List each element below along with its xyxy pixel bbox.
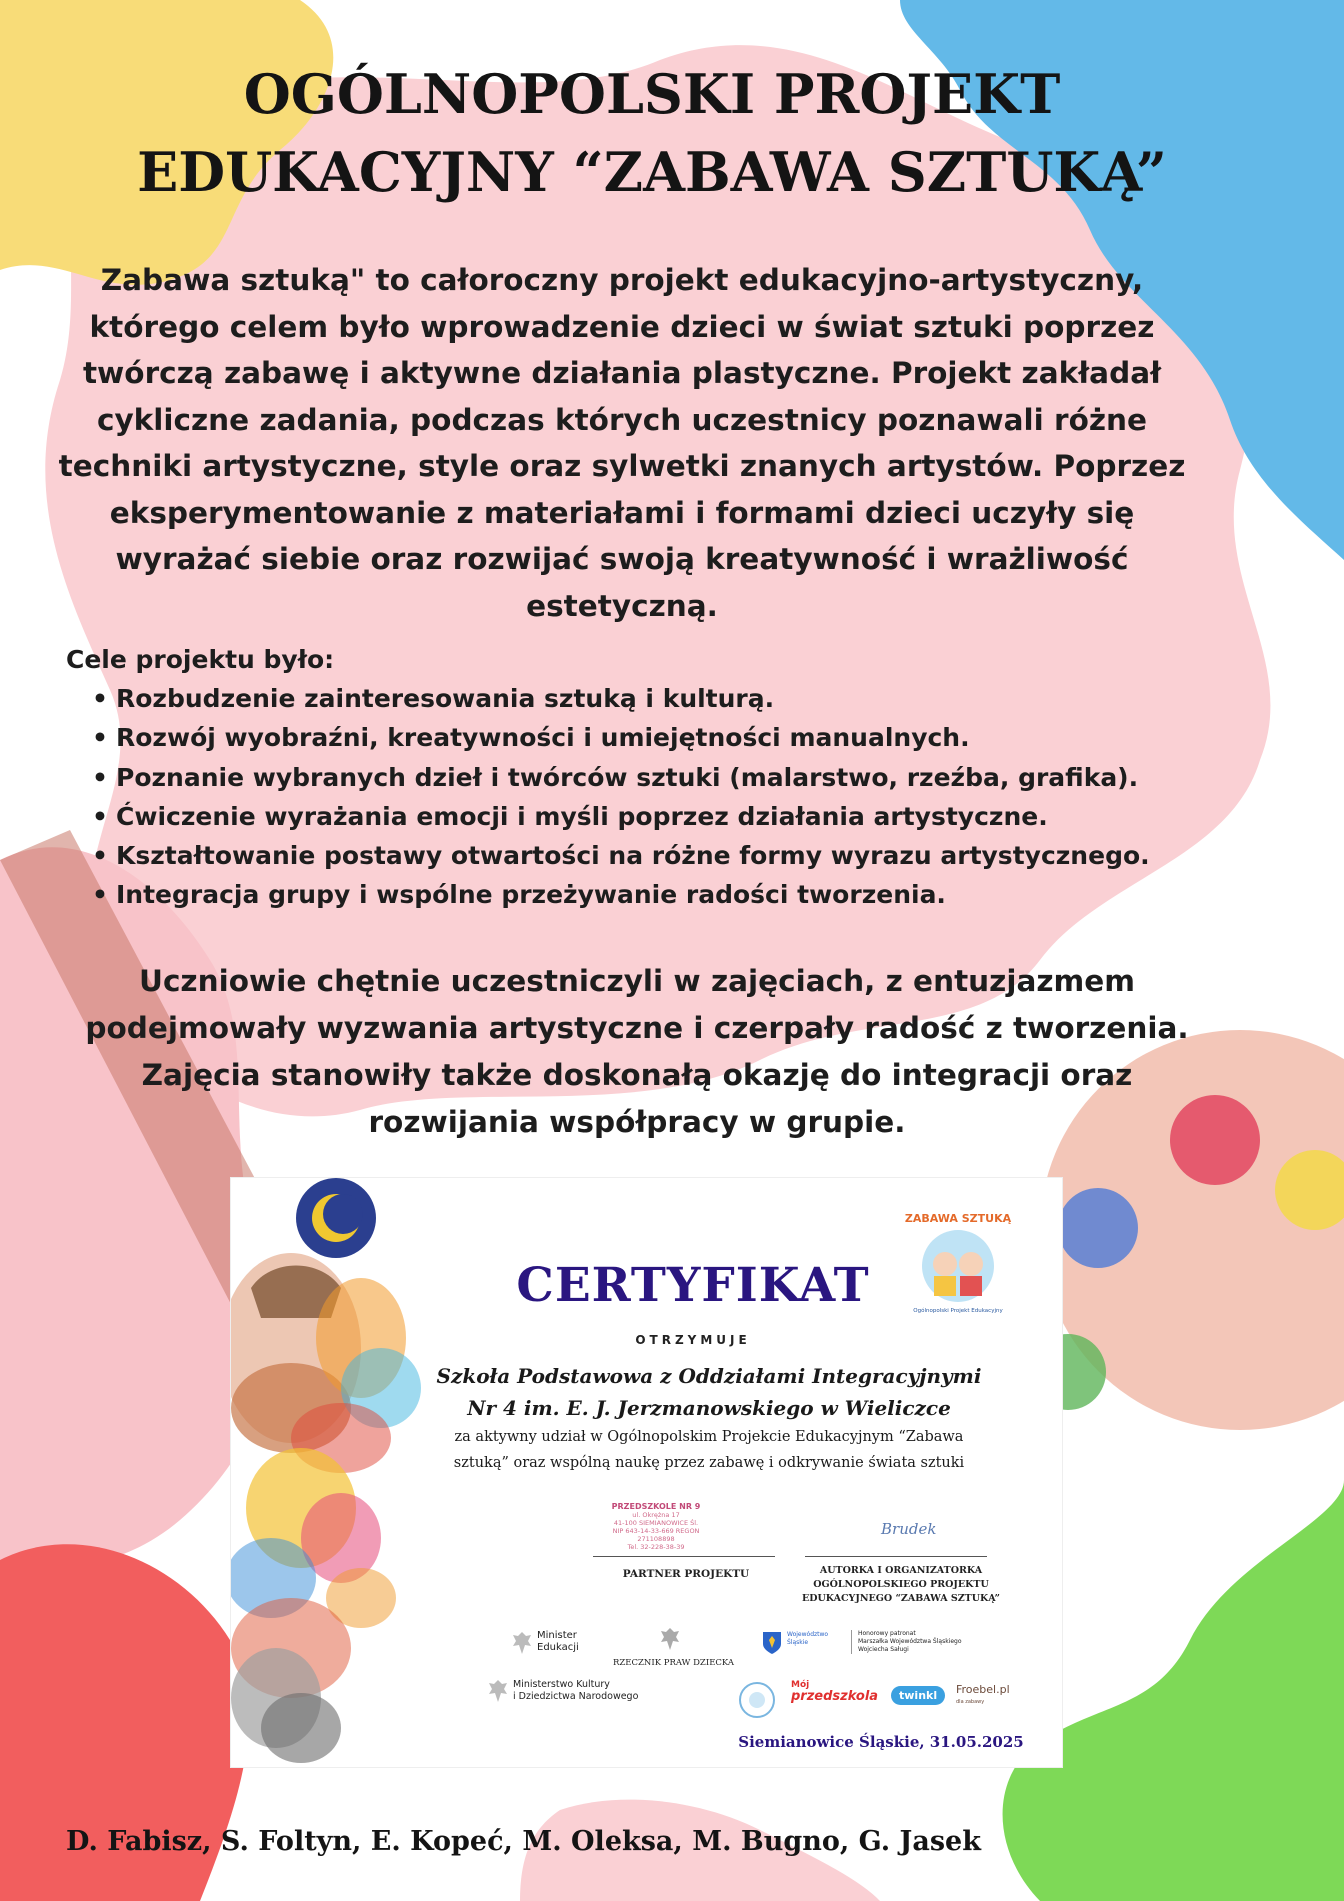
intro-line: cykliczne zadania, podczas których uczestnicy poznawali różne — [96, 402, 1148, 437]
logo-twinkl: twinkl — [891, 1686, 945, 1705]
logo-text: i Dziedzictwa Narodowego — [513, 1691, 639, 1702]
list-item — [88, 875, 1150, 914]
goal-text: Poznanie wybranych dzieł i twórców sztuki (malarstwo, rzeźba, grafika). — [116, 762, 1139, 792]
intro-line: twórczą zabawę i aktywne działania plastyczne. Projekt zakładał — [82, 356, 1162, 390]
certificate-title: CERTYFIKAT — [516, 1258, 870, 1313]
title-line-2: EDUKACYJNY “ZABAWA SZTUKĄ” — [137, 140, 1167, 204]
school-line-2: Nr 4 im. E. J. Jerzmanowskiego w Wieliczce — [467, 1396, 951, 1420]
school-name — [409, 1360, 1009, 1424]
authors-line: D. Fabisz, S. Foltyn, E. Kopeć, M. Oleksa, M. Bugno, G. Jasek — [66, 1826, 981, 1857]
goal-text: Rozwój wyobraźni, kreatywności i umiejętności manualnych. — [116, 723, 970, 753]
logo-text: Śląskie — [787, 1639, 809, 1646]
stamp-line: NIP 643-14-33-669 REGON 271108898 — [612, 1527, 700, 1543]
author-line: OGÓLNOPOLSKIEGO PROJEKTU — [813, 1579, 989, 1590]
intro-line: techniki artystyczne, style oraz sylwetki znanych artystów. Poprzez — [58, 449, 1186, 483]
signature: Brudek — [881, 1520, 937, 1538]
outro-line: Uczniowie chętnie uczestniczyli w zajęciach, z entuzjazmem — [138, 964, 1136, 998]
logo-ministerstwo-kultury — [513, 1679, 638, 1703]
outro-line: Zajęcia stanowiły także doskonałą okazję do integracji oraz — [141, 1058, 1133, 1092]
stamp-line: Tel. 32-228-38-39 — [627, 1543, 685, 1551]
logo-rzecznik-praw-dziecka: RZECZNIK PRAW DZIECKA — [613, 1658, 735, 1668]
polish-eagle-icon — [659, 1626, 681, 1652]
list-item — [88, 836, 1150, 875]
outro-line: podejmowały wyzwania artystyczne i czerpały radość z tworzenia. — [85, 1011, 1189, 1045]
outro-line: rozwijania współpracy w grupie. — [368, 1105, 906, 1139]
author-line: EDUKACYJNEGO “ZABAWA SZTUKĄ” — [801, 1593, 1000, 1604]
logo-text: Froebel.pl — [956, 1683, 1010, 1696]
desc-line-2: sztuką” oraz wspólną naukę przez zabawę i odkrywanie świata sztuki — [453, 1455, 965, 1471]
logo-text: Wojciecha Saługi — [858, 1646, 909, 1653]
polish-eagle-icon — [511, 1630, 533, 1656]
bullet-icon: • — [92, 880, 108, 910]
list-item — [88, 758, 1150, 797]
intro-line: eksperymentowanie z materiałami i formami dzieci uczyły się — [109, 495, 1135, 530]
goal-text: Integracja grupy i wspólne przeżywanie radości tworzenia. — [116, 880, 946, 910]
logo-text: Mój — [791, 1680, 810, 1690]
logo-text: dla zabawy — [956, 1699, 985, 1705]
author-line: AUTORKA I ORGANIZATORKA — [819, 1565, 983, 1576]
list-item — [88, 718, 1150, 757]
bullet-icon: • — [92, 723, 108, 753]
author-signature-line — [805, 1556, 987, 1557]
list-item — [88, 679, 1150, 718]
bullet-icon: • — [92, 801, 108, 831]
intro-line: Zabawa sztuką" to całoroczny projekt edukacyjno-artystyczny, — [100, 263, 1144, 297]
stamp-head: PRZEDSZKOLE NR 9 — [611, 1502, 701, 1511]
bullet-icon: • — [92, 762, 108, 792]
intro-line: estetyczną. — [526, 588, 718, 623]
logo-text: Województwo — [787, 1631, 829, 1638]
logo-moje-przedszkola — [791, 1680, 878, 1702]
goals-list — [88, 679, 1150, 915]
certificate-date: Siemianowice Śląskie, 31.05.2025 — [738, 1733, 1024, 1751]
badge-title: ZABAWA SZTUKĄ — [904, 1212, 1012, 1225]
title-line-1: OGÓLNOPOLSKI PROJEKT — [243, 62, 1061, 126]
logo-text: Honorowy patronat — [858, 1630, 916, 1637]
stamp-line: ul. Okrężna 17 — [632, 1511, 680, 1519]
logo-text: Minister — [537, 1630, 577, 1641]
goal-text: Ćwiczenie wyrażania emocji i myśli poprzez działania artystyczne. — [116, 801, 1048, 831]
partner-label: PARTNER PROJEKTU — [622, 1568, 750, 1580]
certificate-description — [409, 1424, 1009, 1476]
logo-honorowy-patronat — [851, 1630, 962, 1654]
logo-text: przedszkola — [791, 1689, 879, 1704]
logo-text: Ministerstwo Kultury — [513, 1679, 610, 1690]
logo-wojewodztwo — [787, 1631, 828, 1647]
polish-eagle-icon — [487, 1678, 509, 1704]
badge-subtitle: Ogólnopolski Projekt Edukacyjny — [913, 1308, 1003, 1314]
goals-heading: Cele projektu było: — [66, 645, 335, 674]
partner-signature-line — [593, 1556, 775, 1557]
stamp-line: 41-100 SIEMIANOWICE Śl. — [613, 1519, 699, 1527]
intro-line: wyrażać siebie oraz rozwijać swoją kreatywność i wrażliwość — [115, 542, 1129, 576]
certificate-image — [231, 1178, 1062, 1767]
outro-paragraph — [55, 958, 1219, 1146]
goal-text: Kształtowanie postawy otwartości na różne formy wyrazu artystycznego. — [116, 841, 1150, 871]
author-label — [791, 1564, 1011, 1606]
silesia-coat-of-arms-icon — [761, 1630, 783, 1656]
logo-text: Marszałka Województwa Śląskiego — [858, 1638, 962, 1645]
logo-minister-edukacji — [537, 1630, 579, 1654]
logo-text: Edukacji — [537, 1642, 579, 1653]
list-item — [88, 797, 1150, 836]
logo-froebel — [956, 1684, 1010, 1708]
kindergarten-stamp — [596, 1503, 716, 1551]
goal-text: Rozbudzenie zainteresowania sztuką i kulturą. — [116, 684, 775, 713]
circular-logo-icon — [737, 1680, 777, 1720]
intro-line: którego celem było wprowadzenie dzieci w świat sztuki poprzez — [89, 309, 1155, 344]
zabawa-sztuka-logo — [898, 1206, 1018, 1316]
school-line-1: Szkoła Podstawowa z Oddziałami Integracyjnymi — [436, 1364, 982, 1388]
certificate-receives: OTRZYMUJE — [635, 1333, 751, 1347]
desc-line-1: za aktywny udział w Ogólnopolskim Projekcie Edukacyjnym “Zabawa — [454, 1429, 964, 1445]
poster-title — [40, 55, 1264, 211]
intro-paragraph — [55, 257, 1189, 629]
bullet-icon: • — [92, 684, 108, 713]
bullet-icon: • — [92, 841, 108, 871]
